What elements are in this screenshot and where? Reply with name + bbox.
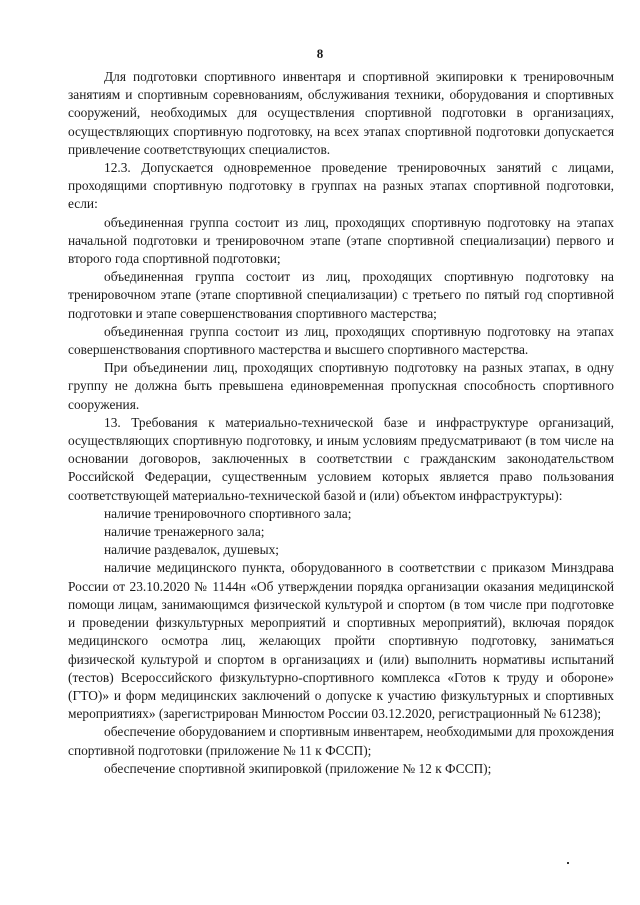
paragraph-group-condition-2: объединенная группа состоит из лиц, проходящих спортивную подготовку на тренировочном этапе (этапе спортивной специализации) с третьего по пятый год спортивной подготовки и этапе совершенствования спортивного мастерства;: [68, 269, 614, 321]
list-item-gym: наличие тренажерного зала;: [104, 524, 265, 540]
paragraph-capacity: При объединении лиц, проходящих спортивную подготовку на разных этапах, в одну группу не должна быть превышена единовременная пропускная способность спортивного сооружения.: [68, 360, 614, 412]
paragraph-group-condition-3: объединенная группа состоит из лиц, проходящих спортивную подготовку на этапах совершенствования спортивного мастерства и высшего спортивного мастерства.: [68, 323, 614, 358]
paragraph-13: 13. Требования к материально-технической базе и инфраструктуре организаций, осуществляющих спортивную подготовку, и иным условиям предусматривают (в том числе на основании договоров, заключенных в соответствии с гражданским законодательством Российской Федерации, существенным условием которых является право пользования соответствующей материально-технической базой и (или) объектом инфраструктуры):: [68, 414, 614, 503]
paragraph-group-condition-1: объединенная группа состоит из лиц, проходящих спортивную подготовку на этапах начальной подготовки и тренировочном этапе (этапе спортивной специализации) первого и второго года спортивной подготовки;: [68, 214, 614, 267]
list-item-locker-rooms: наличие раздевалок, душевых;: [104, 542, 279, 558]
page-number: 8: [316, 46, 324, 61]
scan-mark: [567, 862, 569, 864]
list-item-training-hall: наличие тренировочного спортивного зала;: [104, 505, 352, 521]
paragraph-specialists: Для подготовки спортивного инвентаря и спортивной экипировки к тренировочным занятиям и спортивным соревнованиям, обслуживания техники, оборудования и спортивных сооружений, необходимых для осуществления спортивной подготовки в организациях, осуществляющих спортивную подготовку, на всех этапах спортивной подготовки допускается привлечение соответствующих специалистов.: [68, 69, 614, 157]
paragraph-12-3: 12.3. Допускается одновременное проведение тренировочных занятий с лицами, проходящими спортивную подготовку в группах на разных этапах спортивной подготовки, если:: [68, 160, 614, 212]
list-item-equipment: обеспечение оборудованием и спортивным инвентарем, необходимыми для прохождения спортивной подготовки (приложение № 11 к ФССП);: [68, 724, 614, 758]
list-item-medical-point: наличие медицинского пункта, оборудованного в соответствии с приказом Минздрава России от 23.10.2020 № 1144н «Об утверждении порядка организации оказания медицинской помощи лицам, занимающимся физической культурой и спортом (в том числе при подготовке и проведении физкультурных мероприятий и спортивных мероприятий), включая порядок медицинского осмотра лиц, желающих пройти спортивную подготовку, заниматься физической культурой и спортом в организациях и (или) выполнить нормативы испытаний (тестов) Всероссийского физкультурно-спортивного комплекса «Готов к труду и обороне» (ГТО)» и форм медицинских заключений о допуске к участию физкультурных и спортивных мероприятиях» (зарегистрирован Минюстом России 03.12.2020, регистрационный № 61238);: [68, 560, 614, 722]
list-item-outfit: обеспечение спортивной экипировкой (приложение № 12 к ФССП);: [104, 760, 492, 776]
document-body: [68, 68, 614, 778]
